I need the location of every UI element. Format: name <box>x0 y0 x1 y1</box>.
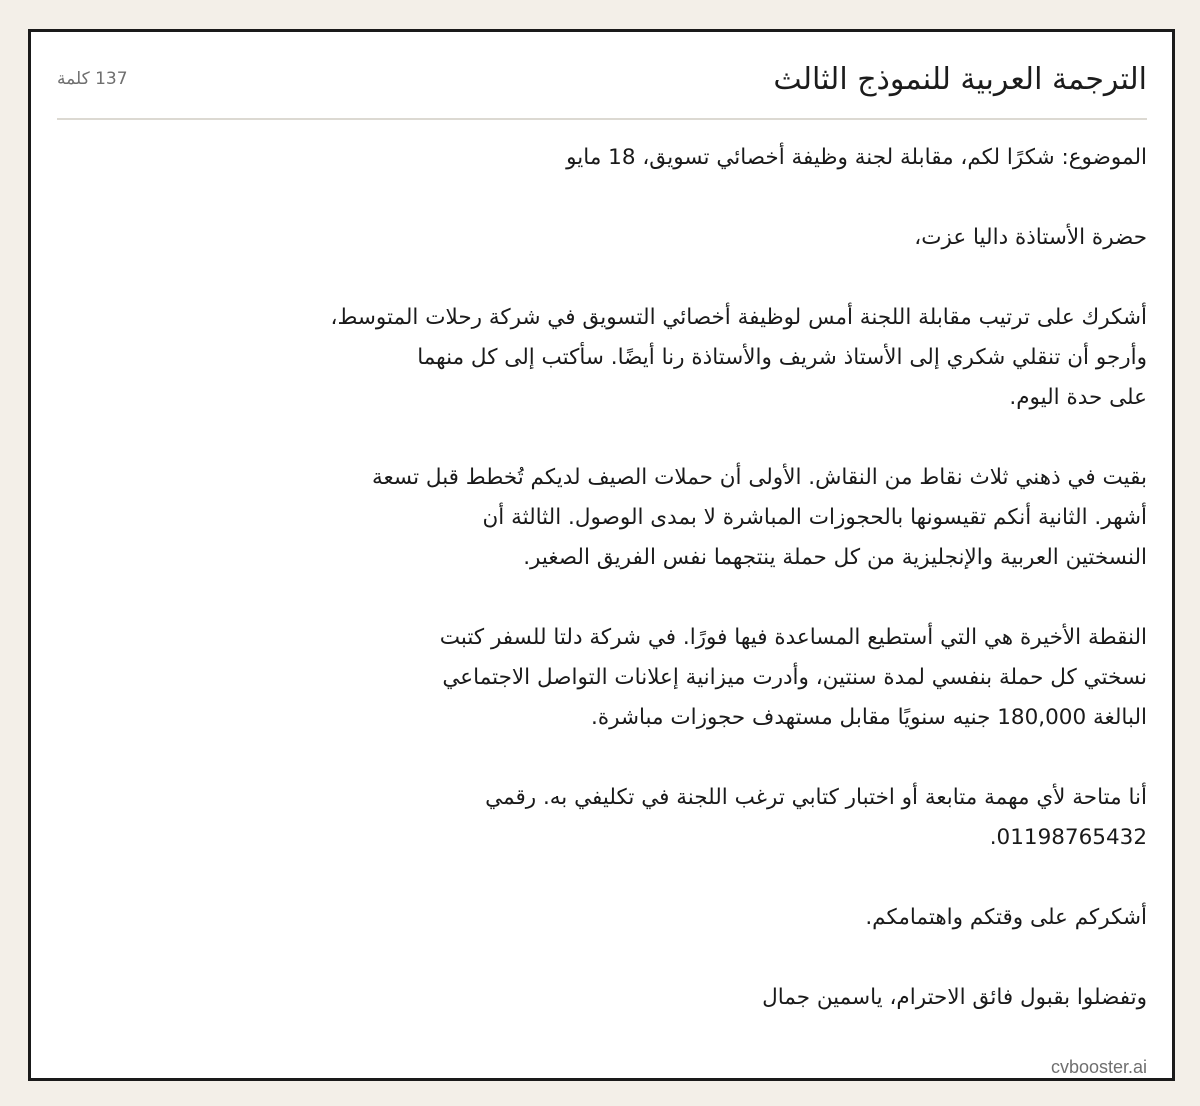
letter-salutation <box>117 218 1147 258</box>
paragraph-line: البالغة 180,000 جنيه سنويًا مقابل مستهدف حجوزات مباشرة. <box>590 705 1147 730</box>
letter-subject <box>117 138 1147 178</box>
brand-watermark: cvbooster.ai <box>1050 1057 1147 1077</box>
salutation-line: حضرة الأستاذة داليا عزت، <box>914 225 1147 250</box>
paragraph-line: وأرجو أن تنقلي شكري إلى الأستاذ شريف والأستاذة رنا أيضًا. سأكتب إلى كل منهما <box>417 345 1147 370</box>
subject-line: الموضوع: شكرًا لكم، مقابلة لجنة وظيفة أخصائي تسويق، 18 مايو <box>566 145 1147 170</box>
thanks-line: أشكركم على وقتكم واهتمامكم. <box>865 905 1147 930</box>
closing-line: وتفضلوا بقبول فائق الاحترام، ياسمين جمال <box>762 985 1147 1010</box>
paragraph-line: النقطة الأخيرة هي التي أستطيع المساعدة فيها فورًا. في شركة دلتا للسفر كتبت <box>439 625 1147 650</box>
paragraph-line: النسختين العربية والإنجليزية من كل حملة ينتجهما نفس الفريق الصغير. <box>523 545 1147 570</box>
letter-body <box>117 138 1147 1018</box>
paragraph-line: أشهر. الثانية أنكم تقيسونها بالحجوزات المباشرة لا بمدى الوصول. الثالثة أن <box>482 505 1147 530</box>
paragraph-line: أشكرك على ترتيب مقابلة اللجنة أمس لوظيفة أخصائي التسويق في شركة رحلات المتوسط، <box>330 305 1147 330</box>
letter-closing <box>117 978 1147 1018</box>
paragraph-line: بقيت في ذهني ثلاث نقاط من النقاش. الأولى أن حملات الصيف لديكم تُخطط قبل تسعة <box>372 465 1147 490</box>
paragraph-line: 01198765432. <box>989 825 1147 850</box>
document-title: الترجمة العربية للنموذج الثالث <box>773 62 1147 97</box>
paragraph-line: نسختي كل حملة بنفسي لمدة سنتين، وأدرت ميزانية إعلانات التواصل الاجتماعي <box>442 665 1147 690</box>
word-count-label: 137 كلمة <box>57 69 128 89</box>
paragraph-line: على حدة اليوم. <box>1009 385 1147 410</box>
letter-paragraph-1 <box>117 298 1147 418</box>
letter-thanks <box>117 898 1147 938</box>
document-header <box>57 56 1147 120</box>
letter-paragraph-4 <box>117 778 1147 858</box>
letter-paragraph-2 <box>117 458 1147 578</box>
document-card <box>28 29 1175 1081</box>
letter-paragraph-3 <box>117 618 1147 738</box>
paragraph-line: أنا متاحة لأي مهمة متابعة أو اختبار كتابي ترغب اللجنة في تكليفي به. رقمي <box>485 785 1147 810</box>
